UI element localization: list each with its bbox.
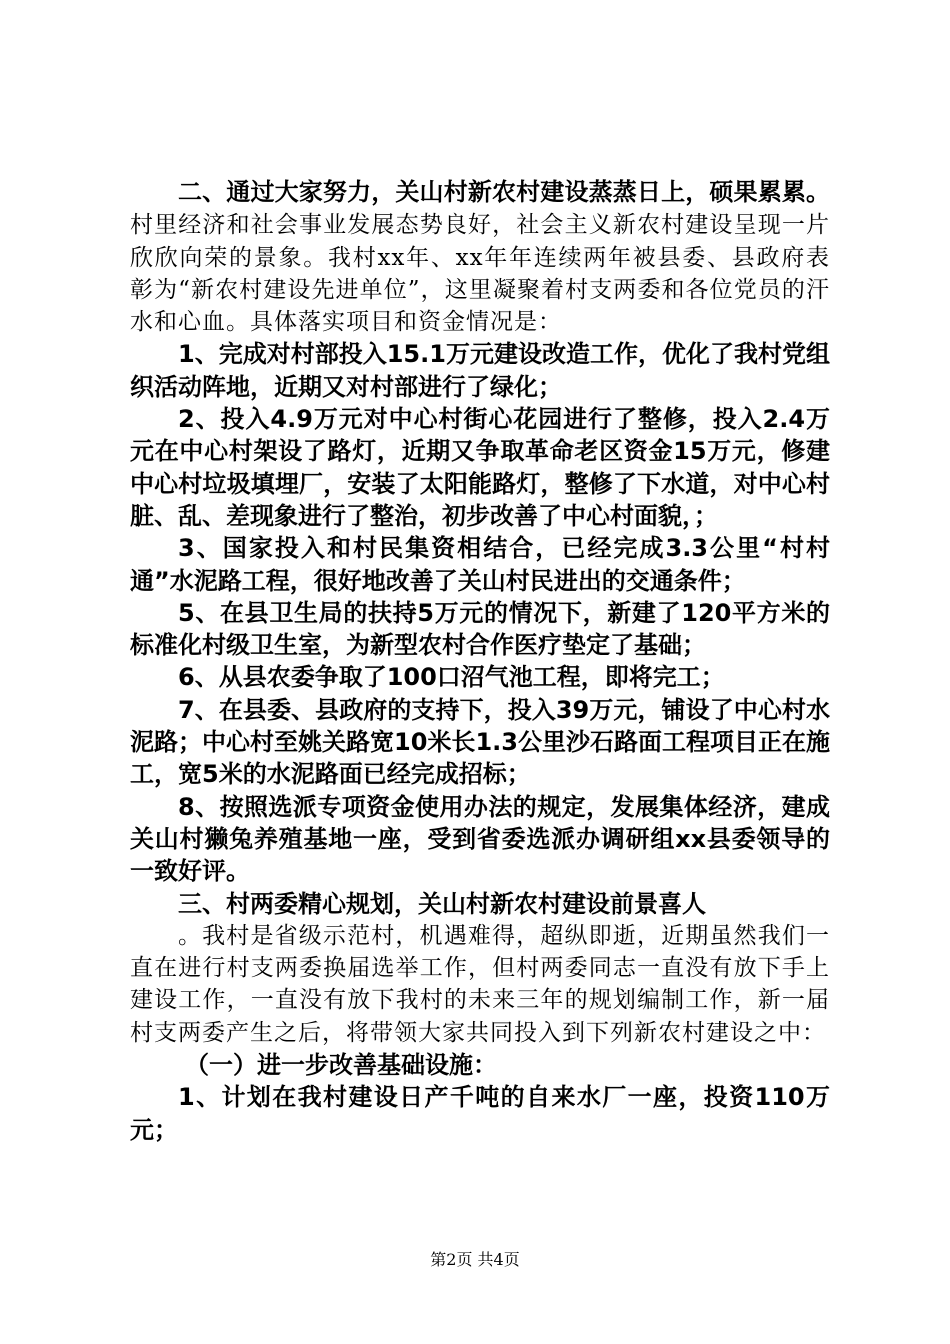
page-footer: 第2页 共4页	[430, 1250, 520, 1269]
document-page	[130, 176, 830, 1146]
section2-intro: 村里经济和社会事业发展态势良好，社会主义新农村建设呈现一片欣欣向荣的景象。我村xx年、xx年年连续两年被县委、县政府表彰为“新农村建设先进单位”，这里凝聚着村支两委和各位党员的汗水和心血。具体落实项目和资金情况是：	[130, 212, 830, 336]
section2-heading: 二、通过大家努力，关山村新农村建设蒸蒸日上，硕果累累。	[178, 178, 830, 206]
subsection1-heading: （一）进一步改善基础设施：	[185, 1051, 497, 1080]
list-item: 5、在县卫生局的扶持5万元的情况下，新建了120平方米的标准化村级卫生室，为新型农村合作医疗垫定了基础；	[130, 598, 830, 660]
list-item: 1、完成对村部投入15.1万元建设改造工作，优化了我村党组织活动阵地，近期又对村部进行了绿化；	[130, 340, 830, 401]
section2-paragraph	[130, 176, 830, 338]
list-item: 2、投入4.9万元对中心村街心花园进行了整修，投入2.4万元在中心村架设了路灯，近期又争取革命老区资金15万元，修建中心村垃圾填埋厂，安装了太阳能路灯，整修了下水道，对中心村脏、乱、差现象进行了整治，初步改善了中心村面貌，；	[130, 405, 830, 530]
list-item: 3、国家投入和村民集资相结合，已经完成3.3公里“村村通”水泥路工程，很好地改善了关山村民进出的交通条件；	[130, 534, 830, 595]
section3-body: 。我村是省级示范村，机遇难得，超纵即逝，近期虽然我们一直在进行村支两委换届选举工作，但村两委同志一直没有放下手上建设工作，一直没有放下我村的未来三年的规划编制工作，新一届村支两委产生之后，将带领大家共同投入到下列新农村建设之中：	[130, 922, 830, 1046]
list-item: 8、按照选派专项资金使用办法的规定，发展集体经济，建成关山村獭兔养殖基地一座，受到省委选派办调研组xx县委领导的一致好评。	[130, 792, 830, 886]
list-item: 6、从县农委争取了100口沼气池工程，即将完工；	[178, 663, 725, 692]
subsection1-item1: 1、计划在我村建设日产千吨的自来水厂一座，投资110万元；	[130, 1083, 830, 1144]
list-item: 7、在县委、县政府的支持下，投入39万元，铺设了中心村水泥路；中心村至姚关路宽10米长1.3公里沙石路面工程项目正在施工，宽5米的水泥路面已经完成招标；	[130, 695, 830, 789]
section3-heading: 三、村两委精心规划，关山村新农村建设前景喜人	[178, 889, 706, 918]
